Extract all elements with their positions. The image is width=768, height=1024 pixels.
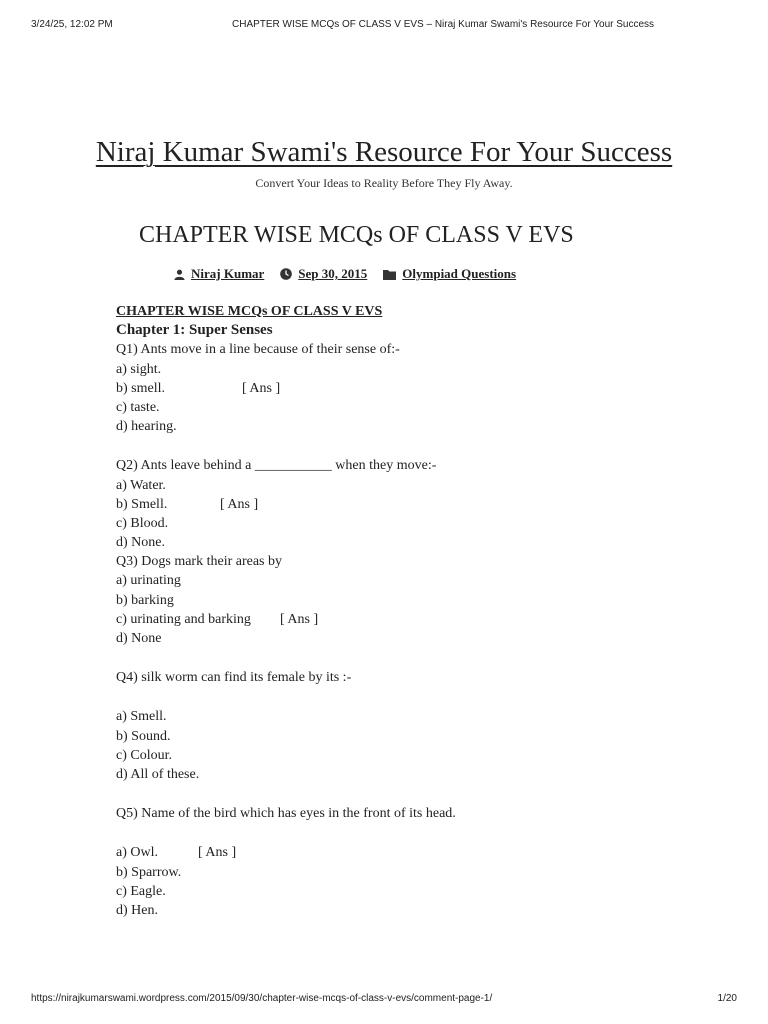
answer-marker: [ Ans ] (280, 611, 319, 627)
question-4: Q4) silk worm can find its female by its :- (116, 670, 352, 686)
person-icon (174, 269, 185, 280)
option-2c: c) Blood. (116, 515, 169, 531)
option-5c: c) Eagle. (116, 883, 166, 899)
print-page-number: 1/20 (717, 993, 737, 1004)
option-3c-text: c) urinating and barking (116, 611, 251, 627)
answer-marker: [ Ans ] (220, 496, 259, 512)
site-tagline: Convert Your Ideas to Reality Before They Fly Away. (255, 176, 513, 190)
option-4a: a) Smell. (116, 709, 167, 725)
option-1d: d) hearing. (116, 419, 177, 435)
question-5: Q5) Name of the bird which has eyes in the front of its head. (116, 806, 456, 822)
option-5a-text: a) Owl. (116, 845, 158, 861)
author-link[interactable]: Niraj Kumar (191, 266, 265, 281)
option-4b: b) Sound. (116, 728, 171, 744)
date-link[interactable]: Sep 30, 2015 (298, 266, 368, 281)
print-datetime: 3/24/25, 12:02 PM (31, 19, 113, 30)
option-4d: d) All of these. (116, 766, 200, 782)
option-1c: c) taste. (116, 399, 160, 415)
option-2a: a) Water. (116, 477, 166, 493)
print-page-title: CHAPTER WISE MCQs OF CLASS V EVS – Niraj Kumar Swami's Resource For Your Success (232, 19, 655, 30)
option-2b (116, 495, 676, 514)
folder-icon (383, 269, 396, 280)
post-title: CHAPTER WISE MCQs OF CLASS V EVS (139, 222, 574, 248)
print-header (0, 19, 768, 33)
post-date[interactable] (280, 266, 367, 282)
option-3d: d) None (116, 631, 162, 646)
print-url: https://nirajkumarswami.wordpress.com/2015/09/30/chapter-wise-mcqs-of-class-v-evs/comment-page-1/ (31, 993, 493, 1004)
option-1a: a) sight. (116, 361, 162, 377)
print-footer (0, 993, 768, 1007)
content-heading: CHAPTER WISE MCQs OF CLASS V EVS (116, 304, 383, 319)
post-content (116, 302, 676, 920)
answer-marker: [ Ans ] (242, 380, 281, 396)
post-author[interactable] (174, 266, 264, 282)
clock-icon (280, 268, 292, 280)
category-link[interactable]: Olympiad Questions (402, 266, 517, 281)
site-title-link[interactable]: Niraj Kumar Swami's Resource For Your Success (95, 136, 673, 168)
option-2d: d) None. (116, 535, 165, 551)
question-3: Q3) Dogs mark their areas by (116, 554, 283, 570)
answer-marker: [ Ans ] (198, 845, 237, 861)
option-4c: c) Colour. (116, 747, 172, 763)
option-2b-text: b) Smell. (116, 496, 168, 512)
option-3a: a) urinating (116, 573, 181, 589)
option-1b (116, 379, 676, 398)
question-1: Q1) Ants move in a line because of their sense of:- (116, 342, 400, 358)
chapter-heading: Chapter 1: Super Senses (116, 322, 273, 339)
option-3b: b) barking (116, 592, 174, 608)
option-5d: d) Hen. (116, 902, 158, 918)
post-category[interactable] (383, 266, 516, 282)
option-1b-text: b) smell. (116, 380, 165, 396)
post-meta (174, 265, 532, 283)
option-5b: b) Sparrow. (116, 864, 182, 880)
question-2: Q2) Ants leave behind a ___________ when they move:- (116, 458, 437, 474)
option-3c (116, 610, 676, 629)
site-title[interactable] (0, 136, 768, 169)
option-5a (116, 843, 676, 862)
